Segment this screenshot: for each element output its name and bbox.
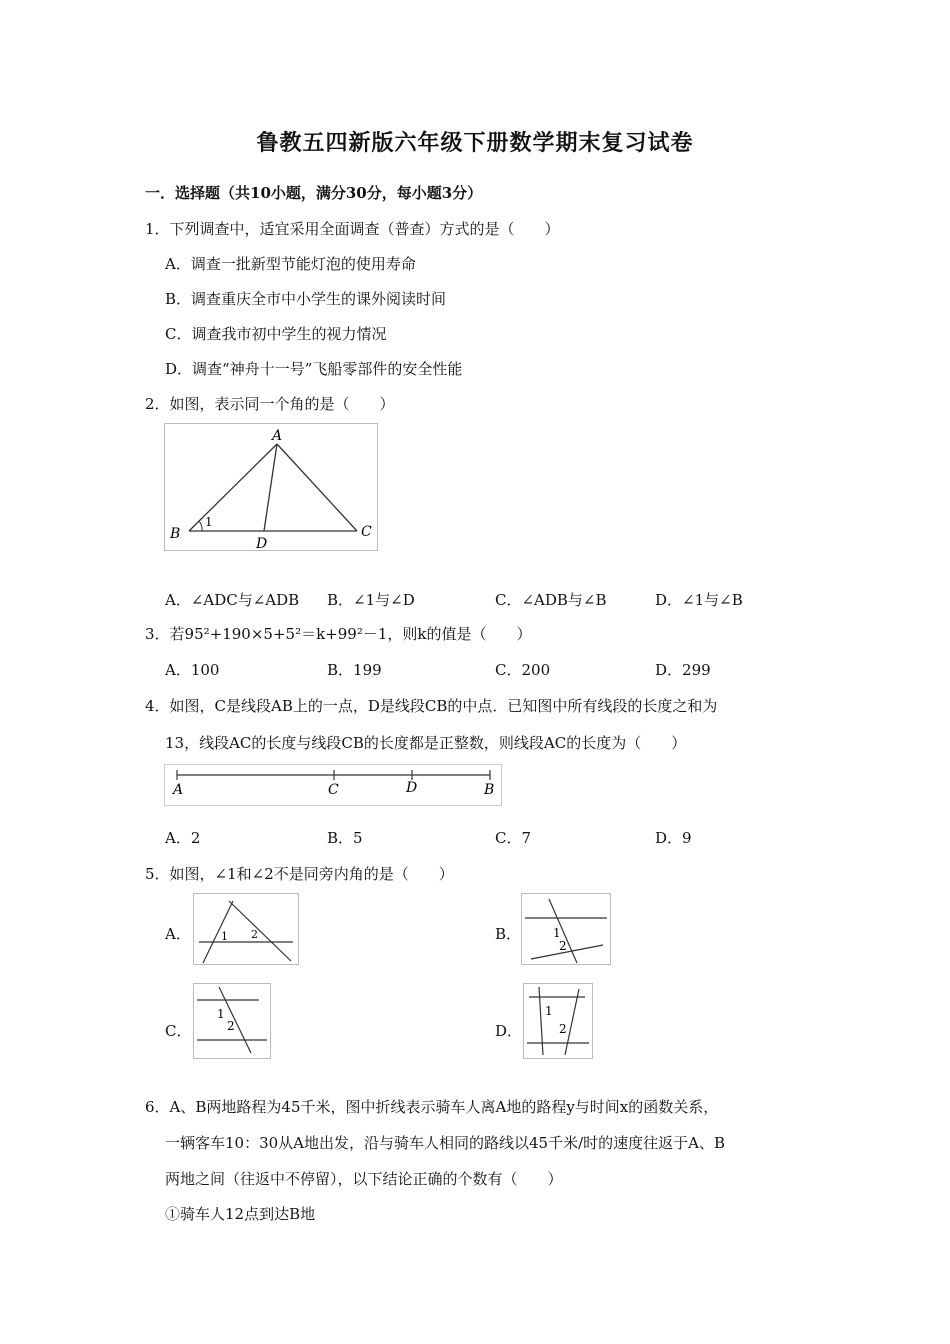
q2-label-d: D (256, 536, 268, 551)
q5a-label-1: 1 (221, 930, 228, 943)
q4-option-c: C．7 (495, 829, 532, 847)
q5-option-c-label: C． (165, 1022, 192, 1040)
q1-stem: 1．下列调查中，适宜采用全面调查（普查）方式的是（ ） (145, 220, 560, 238)
q5b-label-1: 1 (553, 926, 561, 940)
q6-stem-line2: 一辆客车10：30从A地出发，沿与骑车人相同的路线以45千米/时的速度往返于A、B (165, 1134, 726, 1152)
q1-option-d: D．调查“神舟十一号”飞船零部件的安全性能 (165, 360, 463, 378)
q3-option-d: D．299 (655, 661, 711, 679)
q5-option-d-figure (523, 983, 593, 1059)
q4-label-c: C (328, 782, 339, 798)
q5-option-b-label: B． (495, 925, 522, 943)
q6-stem-line3: 两地之间（往返中不停留），以下结论正确的个数有（ ） (165, 1170, 563, 1188)
q4-option-a: A．2 (165, 829, 201, 847)
q2-label-a: A (272, 428, 283, 444)
q4-label-a: A (173, 782, 184, 798)
q4-label-d: D (406, 780, 418, 796)
q5-option-d-label: D． (495, 1022, 523, 1040)
q5b-label-2: 2 (559, 939, 567, 953)
q2-option-d: D．∠1与∠B (655, 591, 743, 609)
q4-label-b: B (484, 782, 495, 798)
q3-option-b: B．199 (327, 661, 382, 679)
q4-segment-figure (164, 764, 502, 806)
q1-option-c: C．调查我市初中学生的视力情况 (165, 325, 387, 343)
q2-label-b: B (170, 526, 181, 542)
q3-option-c: C．200 (495, 661, 551, 679)
q2-option-b: B．∠1与∠D (327, 591, 415, 609)
q6-item-1: ①骑车人12点到达B地 (165, 1205, 316, 1223)
q4-option-b: B．5 (327, 829, 363, 847)
q4-stem-line1: 4．如图，C是线段AB上的一点，D是线段CB的中点．已知图中所有线段的长度之和为 (145, 697, 718, 715)
section-heading: 一．选择题（共10小题，满分30分，每小题3分） (145, 184, 483, 202)
q5c-label-2: 2 (227, 1019, 235, 1033)
q5-option-a-label: A． (165, 925, 191, 943)
q2-label-1: 1 (205, 515, 213, 529)
q3-option-a: A．100 (165, 661, 220, 679)
q6-stem-line1: 6．A、B两地路程为45千米，图中折线表示骑车人离A地的路程y与时间x的函数关系， (145, 1098, 719, 1116)
q5a-label-2: 2 (251, 928, 258, 941)
q5c-label-1: 1 (217, 1007, 225, 1021)
q1-option-a: A．调查一批新型节能灯泡的使用寿命 (165, 255, 416, 273)
q3-stem: 3．若95²+190×5+5²＝k+99²－1，则k的值是（ ） (145, 625, 532, 643)
q2-option-a: A．∠ADC与∠ADB (165, 591, 300, 609)
q4-option-d: D．9 (655, 829, 692, 847)
q5-option-c-figure (193, 983, 271, 1059)
page-title: 鲁教五四新版六年级下册数学期末复习试卷 (256, 130, 694, 156)
q5-option-b-figure (521, 893, 611, 965)
q5d-label-1: 1 (545, 1004, 553, 1018)
q4-stem-line2: 13，线段AC的长度与线段CB的长度都是正整数，则线段AC的长度为（ ） (165, 734, 687, 752)
q1-option-b: B．调查重庆全市中小学生的课外阅读时间 (165, 290, 447, 308)
q2-triangle-figure (164, 423, 378, 551)
q2-label-c: C (361, 524, 372, 540)
q2-option-c: C．∠ADB与∠B (495, 591, 607, 609)
q5d-label-2: 2 (559, 1022, 567, 1036)
q2-stem: 2．如图，表示同一个角的是（ ） (145, 395, 395, 413)
q5-option-a-figure (193, 893, 299, 965)
q5-stem: 5．如图，∠1和∠2不是同旁内角的是（ ） (145, 865, 454, 883)
